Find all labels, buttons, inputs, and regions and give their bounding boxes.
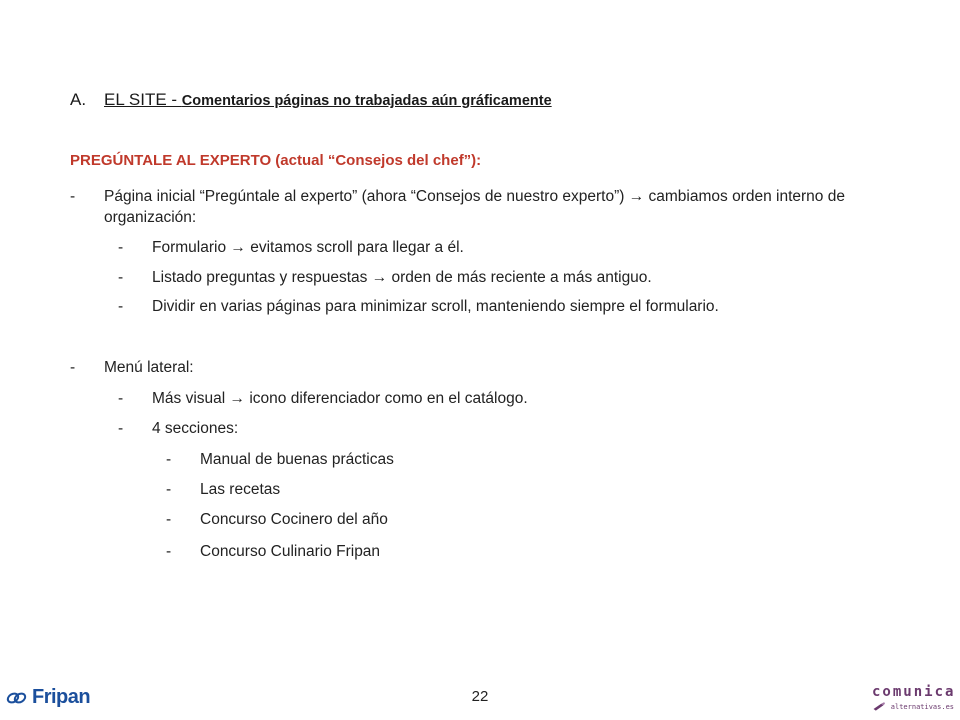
arrow-icon: → [229,390,246,407]
item-text: Manual de buenas prácticas [200,451,394,468]
bullet-dash: - [70,359,76,376]
list-item [118,418,238,439]
page-number: 22 [471,688,489,705]
list-item [118,296,719,317]
pen-icon [872,700,889,712]
fripan-logo-text: Fripan [32,686,91,708]
list-item [166,479,280,500]
bullet-dash: - [166,481,172,498]
bullet-dash: - [70,188,76,205]
bullet-dash: - [118,298,124,315]
heading [70,90,552,110]
list-item [70,357,194,378]
bullet-dash: - [166,451,172,468]
bullet-dash: - [118,420,124,437]
list-item [70,186,870,228]
list-item [166,509,388,530]
item-text: Página inicial “Pregúntale al experto” (ahora “Consejos de nuestro experto”) → cambiamos orden interno de organización: [104,188,845,226]
list-item [166,541,380,562]
item-text: Más visual → icono diferenciador como en el catálogo. [152,390,528,407]
list-item [166,449,394,470]
arrow-icon: → [628,188,645,205]
list-item [118,388,528,409]
arrow-icon: → [230,239,246,256]
comunica-logo-main: comunica [872,684,956,700]
bullet-dash: - [118,239,124,256]
item-text: Menú lateral: [104,359,194,376]
bullet-dash: - [118,269,124,286]
bullet-dash: - [166,543,172,560]
heading-title [104,90,552,110]
list-item [118,237,464,258]
bullet-dash: - [118,390,124,407]
bullet-dash: - [166,511,172,528]
heading-title-main: EL SITE - [104,90,182,109]
heading-title-sub: Comentarios páginas no trabajadas aún gráficamente [181,93,552,109]
item-text: Las recetas [200,481,281,498]
item-text: 4 secciones: [152,420,239,437]
section-label: PREGÚNTALE AL EXPERTO (actual “Consejos del chef”): [70,152,482,169]
comunica-logo [872,684,954,712]
item-text: Formulario → evitamos scroll para llegar a él. [152,239,464,256]
item-text: Listado preguntas y respuestas → orden de más reciente a más antiguo. [152,269,652,286]
arrow-icon: → [371,269,388,286]
list-item [118,267,652,288]
item-text: Concurso Cocinero del año [200,511,388,528]
comunica-logo-sub: alternativas.es [890,702,954,711]
item-text: Dividir en varias páginas para minimizar scroll, manteniendo siempre el formulario. [152,298,719,315]
item-text: Concurso Culinario Fripan [200,543,381,560]
heading-letter: A. [70,90,87,109]
